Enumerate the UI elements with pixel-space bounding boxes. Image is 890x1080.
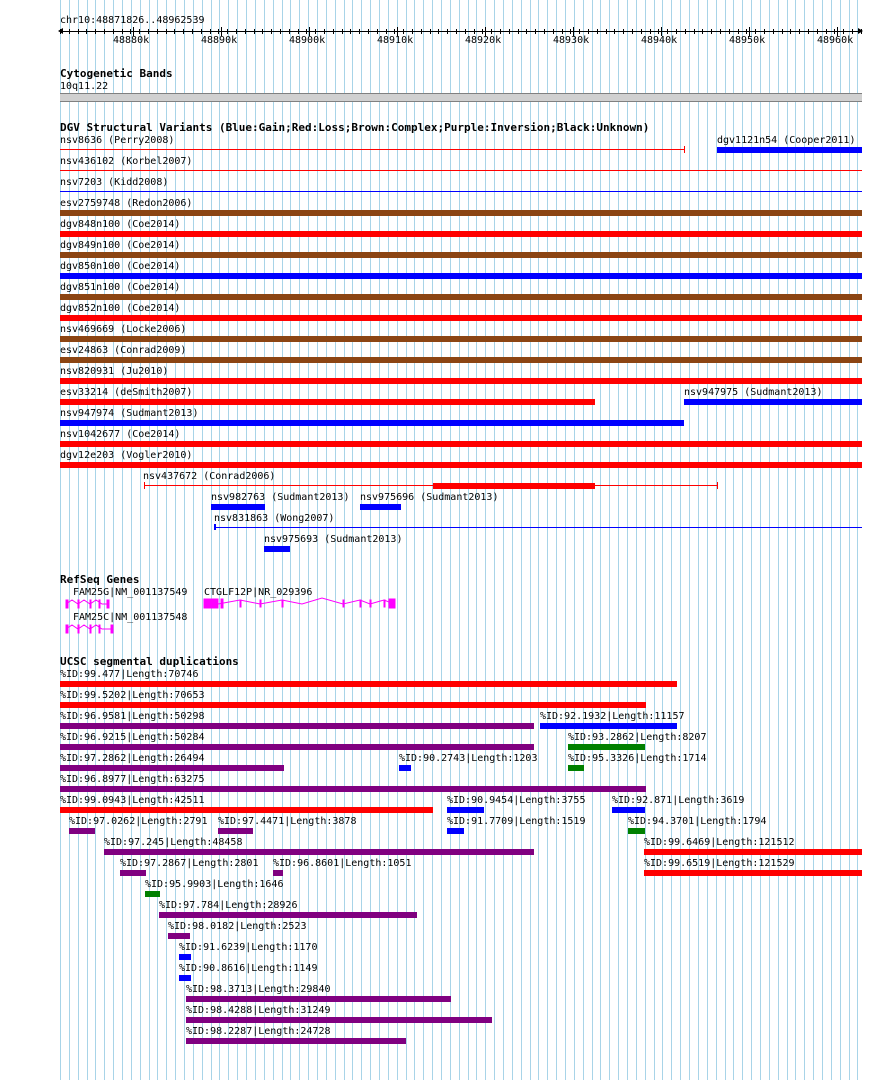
gene-model-fam25c	[66, 625, 113, 633]
feature-label[interactable]: nsv975696 (Sudmant2013)	[360, 492, 499, 503]
ruler-tick-label: 48880k	[113, 35, 150, 46]
ruler-minor-tick	[245, 29, 246, 34]
grid-line	[468, 0, 469, 1080]
grid-line	[583, 0, 584, 1080]
ruler-minor-tick	[526, 29, 527, 34]
grid-line	[716, 0, 717, 1080]
variant-line[interactable]	[60, 191, 862, 192]
feature-bar[interactable]	[186, 1017, 492, 1023]
grid-line	[618, 0, 619, 1080]
grid-line	[423, 0, 424, 1080]
feature-bar[interactable]	[186, 1038, 406, 1044]
variant-end-tick[interactable]	[717, 482, 718, 489]
ruler-minor-tick	[650, 29, 651, 34]
feature-label[interactable]: nsv436102 (Korbel2007)	[60, 156, 193, 167]
feature-label[interactable]: %ID:91.6239|Length:1170	[179, 942, 318, 953]
grid-line	[255, 0, 256, 1080]
grid-line	[671, 0, 672, 1080]
ruler-minor-tick	[570, 29, 571, 34]
feature-label[interactable]: dgv12e203 (Vogler2010)	[60, 450, 193, 461]
feature-bar[interactable]	[120, 870, 146, 876]
ruler-minor-tick	[342, 29, 343, 34]
feature-label[interactable]: esv24863 (Conrad2009)	[60, 345, 187, 356]
ruler-minor-tick	[394, 29, 395, 34]
grid-line	[636, 0, 637, 1080]
variant-end-tick[interactable]	[144, 482, 145, 489]
feature-label[interactable]: %ID:97.2862|Length:26494	[60, 753, 205, 764]
grid-line	[450, 0, 451, 1080]
feature-bar[interactable]	[60, 336, 862, 342]
ruler-tick-label: 48910k	[377, 35, 414, 46]
feature-bar[interactable]	[60, 441, 862, 447]
cytoband-label: 10q11.22	[60, 81, 109, 92]
grid-line	[459, 0, 460, 1080]
grid-line	[849, 0, 850, 1080]
feature-bar[interactable]	[60, 702, 646, 708]
feature-label[interactable]: %ID:93.2862|Length:8207	[568, 732, 707, 743]
grid-line	[627, 0, 628, 1080]
variant-end-tick[interactable]	[214, 524, 216, 530]
grid-line	[237, 0, 238, 1080]
ruler-minor-tick	[157, 29, 158, 34]
ruler-minor-tick	[509, 29, 510, 34]
ruler-minor-tick	[280, 29, 281, 34]
grid-line	[547, 0, 548, 1080]
feature-label[interactable]: dgv848n100 (Coe2014)	[60, 219, 181, 230]
grid-line	[521, 0, 522, 1080]
feature-bar[interactable]	[60, 723, 534, 729]
feature-label[interactable]: %ID:92.1932|Length:11157	[540, 711, 685, 722]
ruler-tick-label: 48950k	[729, 35, 766, 46]
feature-label[interactable]: nsv975693 (Sudmant2013)	[264, 534, 403, 545]
gene-label-fam25g[interactable]: FAM25G|NM_001137549	[73, 587, 188, 598]
ruler-minor-tick	[808, 29, 809, 34]
grid-line	[804, 0, 805, 1080]
ruler-minor-tick	[782, 29, 783, 34]
ruler-minor-tick	[350, 29, 351, 34]
grid-line	[219, 0, 220, 1080]
feature-bar[interactable]	[684, 399, 862, 405]
feature-label[interactable]: esv2759748 (Redon2006)	[60, 198, 193, 209]
ruler-minor-tick	[773, 29, 774, 34]
feature-bar[interactable]	[60, 744, 534, 750]
feature-bar[interactable]	[60, 252, 862, 258]
feature-label[interactable]: %ID:97.2867|Length:2801	[120, 858, 259, 869]
grid-line	[600, 0, 601, 1080]
ruler-minor-tick	[482, 29, 483, 34]
grid-line	[725, 0, 726, 1080]
ruler-minor-tick	[685, 29, 686, 34]
grid-line	[760, 0, 761, 1080]
cytoband-bar[interactable]	[60, 93, 862, 102]
ruler-tick-label: 48920k	[465, 35, 502, 46]
feature-bar[interactable]	[60, 315, 862, 321]
grid-line	[228, 0, 229, 1080]
feature-label[interactable]: esv33214 (deSmith2007)	[60, 387, 193, 398]
feature-bar[interactable]	[60, 462, 862, 468]
feature-bar[interactable]	[168, 933, 190, 939]
feature-bar[interactable]	[360, 504, 401, 510]
feature-label[interactable]: dgv852n100 (Coe2014)	[60, 303, 181, 314]
ruler-minor-tick	[298, 29, 299, 34]
ruler-minor-tick	[78, 29, 79, 34]
ruler-minor-tick	[834, 29, 835, 34]
gene-model-fam25g	[66, 600, 109, 608]
feature-label[interactable]: nsv947974 (Sudmant2013)	[60, 408, 199, 419]
feature-bar[interactable]	[218, 828, 253, 834]
feature-label[interactable]: nsv982763 (Sudmant2013)	[211, 492, 350, 503]
feature-label[interactable]: %ID:97.784|Length:28926	[159, 900, 298, 911]
feature-label[interactable]: %ID:95.3326|Length:1714	[568, 753, 707, 764]
ruler-minor-tick	[421, 29, 422, 34]
feature-label[interactable]: nsv8636 (Perry2008)	[60, 135, 175, 146]
grid-line	[698, 0, 699, 1080]
grid-line	[840, 0, 841, 1080]
feature-label[interactable]: nsv1042677 (Coe2014)	[60, 429, 181, 440]
feature-bar[interactable]	[644, 870, 862, 876]
grid-line	[211, 0, 212, 1080]
ruler-minor-tick	[333, 29, 334, 34]
ruler-minor-tick	[174, 29, 175, 34]
ruler-minor-tick	[843, 29, 844, 34]
grid-line	[414, 0, 415, 1080]
variant-line[interactable]	[144, 485, 718, 486]
ruler-minor-tick	[799, 29, 800, 34]
grid-line	[778, 0, 779, 1080]
ruler-minor-tick	[438, 29, 439, 34]
grid-line	[707, 0, 708, 1080]
ruler-minor-tick	[192, 29, 193, 34]
cytoband-track-title[interactable]: Cytogenetic Bands	[60, 67, 173, 80]
feature-label[interactable]: nsv437672 (Conrad2006)	[143, 471, 276, 482]
feature-label[interactable]: nsv469669 (Locke2006)	[60, 324, 187, 335]
position-label: chr10:48871826..48962539	[60, 15, 205, 26]
feature-label[interactable]: %ID:97.245|Length:48458	[104, 837, 243, 848]
ruler-minor-tick	[403, 29, 404, 34]
ruler-minor-tick	[271, 29, 272, 34]
dgv-track-title[interactable]: DGV Structural Variants (Blue:Gain;Red:Loss;Brown:Complex;Purple:Inversion;Black:Unknown)	[60, 121, 650, 134]
feature-label[interactable]: %ID:99.5202|Length:70653	[60, 690, 205, 701]
ruler-minor-tick	[447, 29, 448, 34]
feature-bar[interactable]	[447, 807, 484, 813]
feature-bar[interactable]	[60, 399, 595, 405]
ruler-tick-label: 48930k	[553, 35, 590, 46]
grid-line	[645, 0, 646, 1080]
feature-bar[interactable]	[60, 786, 646, 792]
ruler-minor-tick	[694, 29, 695, 34]
ruler-minor-tick	[579, 29, 580, 34]
grid-line	[538, 0, 539, 1080]
ruler-minor-tick	[720, 29, 721, 34]
gene-label-fam25c[interactable]: FAM25C|NM_001137548	[73, 612, 188, 623]
feature-label[interactable]: %ID:90.2743|Length:1203	[399, 753, 538, 764]
feature-bar[interactable]	[211, 504, 265, 510]
grid-line	[680, 0, 681, 1080]
feature-bar[interactable]	[60, 273, 862, 279]
feature-label[interactable]: nsv820931 (Ju2010)	[60, 366, 169, 377]
ruler-minor-tick	[544, 29, 545, 34]
feature-label[interactable]: dgv850n100 (Coe2014)	[60, 261, 181, 272]
feature-bar[interactable]	[60, 294, 862, 300]
feature-bar[interactable]	[69, 828, 95, 834]
ruler-minor-tick	[535, 29, 536, 34]
ruler-minor-tick	[218, 29, 219, 34]
ruler-minor-tick	[166, 29, 167, 34]
feature-label[interactable]: nsv831863 (Wong2007)	[214, 513, 335, 524]
ruler-minor-tick	[746, 29, 747, 34]
ruler-minor-tick	[562, 29, 563, 34]
feature-label[interactable]: dgv851n100 (Coe2014)	[60, 282, 181, 293]
grid-line	[831, 0, 832, 1080]
feature-bar[interactable]	[273, 870, 283, 876]
feature-bar[interactable]	[159, 912, 417, 918]
feature-label[interactable]: nsv7203 (Kidd2008)	[60, 177, 169, 188]
ruler-minor-tick	[500, 29, 501, 34]
ruler-minor-tick	[738, 29, 739, 34]
ruler-axis	[60, 31, 862, 32]
ruler-right-arrow-icon[interactable]	[858, 28, 863, 34]
grid-line	[857, 0, 858, 1080]
ruler-minor-tick	[227, 29, 228, 34]
feature-label[interactable]: %ID:97.0262|Length:2791	[69, 816, 208, 827]
ruler-minor-tick	[130, 29, 131, 34]
ruler-minor-tick	[69, 29, 70, 34]
grid-line	[202, 0, 203, 1080]
grid-line	[662, 0, 663, 1080]
grid-line	[485, 0, 486, 1080]
feature-bar[interactable]	[60, 378, 862, 384]
feature-bar[interactable]	[399, 765, 411, 771]
ruler-minor-tick	[122, 29, 123, 34]
feature-label[interactable]: %ID:94.3701|Length:1794	[628, 816, 767, 827]
ruler-minor-tick	[456, 29, 457, 34]
variant-line[interactable]	[215, 527, 862, 528]
ruler-minor-tick	[430, 29, 431, 34]
grid-line	[609, 0, 610, 1080]
feature-bar[interactable]	[60, 807, 433, 813]
feature-bar[interactable]	[60, 210, 862, 216]
grid-line	[432, 0, 433, 1080]
feature-bar[interactable]	[433, 483, 595, 489]
ruler-minor-tick	[623, 29, 624, 34]
ruler-minor-tick	[359, 29, 360, 34]
feature-label[interactable]: %ID:91.7709|Length:1519	[447, 816, 586, 827]
ruler-minor-tick	[614, 29, 615, 34]
ruler-minor-tick	[518, 29, 519, 34]
variant-line[interactable]	[60, 149, 685, 150]
grid-line	[592, 0, 593, 1080]
feature-label[interactable]: %ID:96.8601|Length:1051	[273, 858, 412, 869]
gene-model-ctglf12p	[204, 598, 395, 608]
refseq-track-title[interactable]: RefSeq Genes	[60, 573, 140, 586]
variant-line[interactable]	[60, 170, 862, 171]
ruler-minor-tick	[711, 29, 712, 34]
ruler-minor-tick	[148, 29, 149, 34]
feature-label[interactable]: %ID:97.4471|Length:3878	[218, 816, 357, 827]
feature-label[interactable]: dgv849n100 (Coe2014)	[60, 240, 181, 251]
gene-label-ctglf12p[interactable]: CTGLF12P|NR_029396	[204, 587, 313, 598]
feature-bar[interactable]	[568, 765, 584, 771]
grid-line	[822, 0, 823, 1080]
ruler-minor-tick	[315, 29, 316, 34]
ruler-minor-tick	[597, 29, 598, 34]
feature-label[interactable]: %ID:96.8977|Length:63275	[60, 774, 205, 785]
feature-label[interactable]: %ID:99.477|Length:70746	[60, 669, 199, 680]
ruler-minor-tick	[702, 29, 703, 34]
ruler-minor-tick	[210, 29, 211, 34]
segdup-track-title[interactable]: UCSC segmental duplications	[60, 655, 239, 668]
ruler-minor-tick	[667, 29, 668, 34]
feature-label[interactable]: %ID:98.0182|Length:2523	[168, 921, 307, 932]
grid-line	[503, 0, 504, 1080]
grid-line	[565, 0, 566, 1080]
ruler-tick-label: 48960k	[817, 35, 854, 46]
feature-bar[interactable]	[60, 681, 677, 687]
feature-label[interactable]: %ID:95.9903|Length:1646	[145, 879, 284, 890]
grid-line	[813, 0, 814, 1080]
feature-bar[interactable]	[644, 849, 862, 855]
grid-line	[556, 0, 557, 1080]
grid-line	[787, 0, 788, 1080]
grid-line	[574, 0, 575, 1080]
ruler-minor-tick	[262, 29, 263, 34]
feature-label[interactable]: %ID:90.9454|Length:3755	[447, 795, 586, 806]
feature-bar[interactable]	[179, 954, 191, 960]
feature-bar[interactable]	[179, 975, 191, 981]
grid-line	[795, 0, 796, 1080]
ruler-minor-tick	[236, 29, 237, 34]
feature-label[interactable]: %ID:99.6519|Length:121529	[644, 858, 795, 869]
ruler-minor-tick	[377, 29, 378, 34]
feature-bar[interactable]	[264, 546, 290, 552]
ruler-minor-tick	[113, 29, 114, 34]
grid-line	[494, 0, 495, 1080]
feature-label[interactable]: %ID:99.6469|Length:121512	[644, 837, 795, 848]
grid-line	[530, 0, 531, 1080]
refseq-gene-models[interactable]	[0, 595, 890, 635]
feature-label[interactable]: %ID:96.9581|Length:50298	[60, 711, 205, 722]
feature-bar[interactable]	[60, 765, 284, 771]
ruler-minor-tick	[95, 29, 96, 34]
grid-line	[733, 0, 734, 1080]
ruler-minor-tick	[201, 29, 202, 34]
ruler-minor-tick	[658, 29, 659, 34]
ruler-tick-label: 48900k	[289, 35, 326, 46]
feature-bar[interactable]	[60, 357, 862, 363]
feature-bar[interactable]	[568, 744, 645, 750]
ruler-minor-tick	[632, 29, 633, 34]
ruler-minor-tick	[826, 29, 827, 34]
feature-bar[interactable]	[540, 723, 677, 729]
ruler-tick-label: 48890k	[201, 35, 238, 46]
ruler-minor-tick	[368, 29, 369, 34]
ruler-minor-tick	[676, 29, 677, 34]
grid-line	[751, 0, 752, 1080]
feature-bar[interactable]	[447, 828, 464, 834]
feature-label[interactable]: %ID:98.2287|Length:24728	[186, 1026, 331, 1037]
ruler-minor-tick	[306, 29, 307, 34]
feature-bar[interactable]	[104, 849, 534, 855]
ruler-minor-tick	[790, 29, 791, 34]
ruler-minor-tick	[465, 29, 466, 34]
feature-bar[interactable]	[717, 147, 862, 153]
ruler-minor-tick	[491, 29, 492, 34]
variant-end-tick[interactable]	[684, 146, 685, 153]
feature-bar[interactable]	[145, 891, 160, 897]
ruler-minor-tick	[386, 29, 387, 34]
ruler-minor-tick	[324, 29, 325, 34]
feature-label[interactable]: dgv1121n54 (Cooper2011)	[717, 135, 856, 146]
grid-line	[406, 0, 407, 1080]
ruler-tick-label: 48940k	[641, 35, 678, 46]
grid-line	[742, 0, 743, 1080]
feature-bar[interactable]	[628, 828, 645, 834]
grid-line	[441, 0, 442, 1080]
feature-label[interactable]: %ID:98.3713|Length:29840	[186, 984, 331, 995]
grid-line	[246, 0, 247, 1080]
grid-line	[512, 0, 513, 1080]
ruler-minor-tick	[289, 29, 290, 34]
feature-label[interactable]: nsv947975 (Sudmant2013)	[684, 387, 823, 398]
ruler-minor-tick	[183, 29, 184, 34]
ruler-minor-tick	[729, 29, 730, 34]
feature-label[interactable]: %ID:90.8616|Length:1149	[179, 963, 318, 974]
ruler-minor-tick	[606, 29, 607, 34]
grid-line	[654, 0, 655, 1080]
ruler-minor-tick	[412, 29, 413, 34]
ruler-minor-tick	[852, 29, 853, 34]
ruler-minor-tick	[755, 29, 756, 34]
feature-label[interactable]: %ID:96.9215|Length:50284	[60, 732, 205, 743]
ruler-minor-tick	[641, 29, 642, 34]
ruler-minor-tick	[104, 29, 105, 34]
ruler-minor-tick	[474, 29, 475, 34]
feature-bar[interactable]	[186, 996, 451, 1002]
ruler-minor-tick	[553, 29, 554, 34]
ruler-minor-tick	[254, 29, 255, 34]
ruler-left-arrow-icon[interactable]	[58, 28, 63, 34]
feature-label[interactable]: %ID:98.4288|Length:31249	[186, 1005, 331, 1016]
feature-label[interactable]: %ID:92.871|Length:3619	[612, 795, 745, 806]
grid-line	[193, 0, 194, 1080]
feature-bar[interactable]	[60, 420, 684, 426]
grid-line	[689, 0, 690, 1080]
grid-line	[476, 0, 477, 1080]
ruler-minor-tick	[817, 29, 818, 34]
ruler-minor-tick	[764, 29, 765, 34]
ruler-minor-tick	[139, 29, 140, 34]
ruler-minor-tick	[588, 29, 589, 34]
grid-line	[769, 0, 770, 1080]
feature-label[interactable]: %ID:99.0943|Length:42511	[60, 795, 205, 806]
ruler-minor-tick	[86, 29, 87, 34]
feature-bar[interactable]	[60, 231, 862, 237]
feature-bar[interactable]	[612, 807, 645, 813]
